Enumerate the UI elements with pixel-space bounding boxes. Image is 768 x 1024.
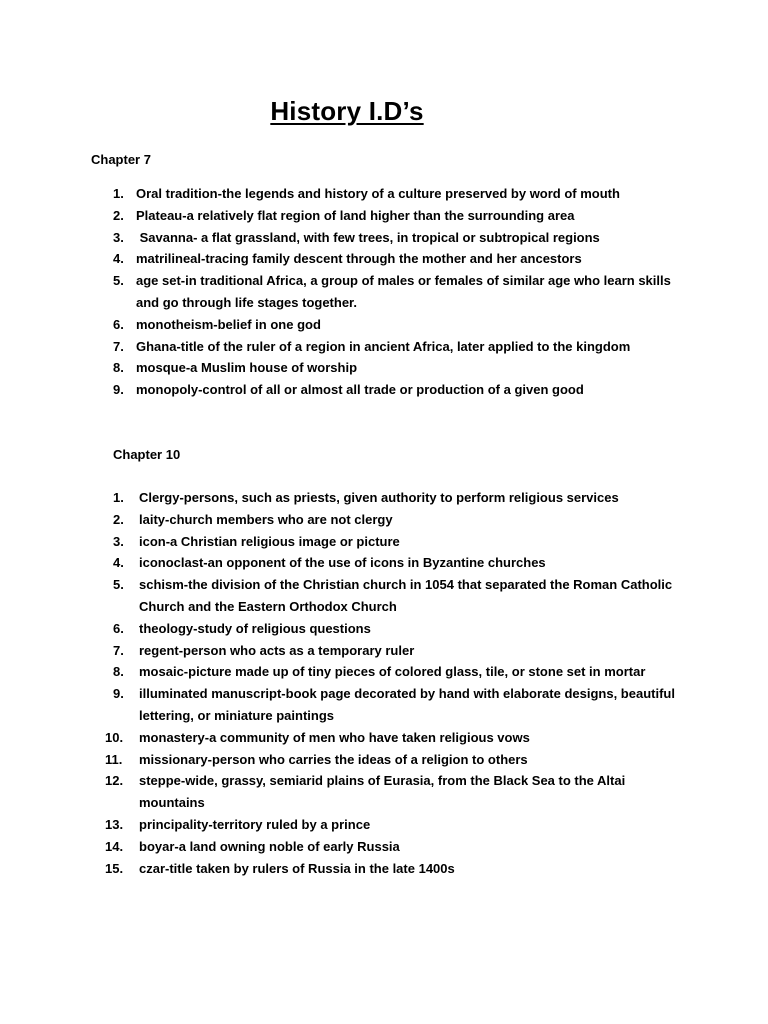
list-item <box>105 749 683 771</box>
item-text: steppe-wide, grassy, semiarid plains of Eurasia, from the Black Sea to the Altai mountains <box>139 773 626 811</box>
item-number: 7. <box>113 338 124 354</box>
item-text: Clergy-persons, such as priests, given authority to perform religious services <box>139 490 619 505</box>
item-number: 5. <box>113 577 124 593</box>
item-number: 4. <box>113 251 124 267</box>
list-item <box>113 531 683 553</box>
item-number: 7. <box>113 642 124 658</box>
item-text: matrilineal-tracing family descent through the mother and her ancestors <box>136 251 582 267</box>
item-text: monopoly-control of all or almost all trade or production of a given good <box>136 382 584 398</box>
item-number: 8. <box>113 360 124 376</box>
item-text: age set-in traditional Africa, a group of males or females of similar age who learn skills and go through life stages together. <box>136 273 671 310</box>
item-number: 5. <box>113 273 124 289</box>
list-item <box>113 357 683 379</box>
item-text: icon-a Christian religious image or picture <box>139 533 400 549</box>
item-number: 15. <box>105 860 124 876</box>
item-text: principality-territory ruled by a prince <box>139 816 371 832</box>
item-text: monastery-a community of men who have taken religious vows <box>139 729 530 745</box>
item-number: 8. <box>113 664 124 680</box>
list-item <box>113 248 683 270</box>
item-text: iconoclast-an opponent of the use of icons in Byzantine churches <box>139 555 546 571</box>
list-item <box>105 727 683 749</box>
page-title: History I.D’s <box>270 96 424 126</box>
item-text: theology-study of religious questions <box>139 620 371 636</box>
list-item <box>105 858 683 880</box>
item-text: schism-the division of the Christian church in 1054 that separated the Roman Catholic Church and the Eastern Orthodox Church <box>139 577 673 614</box>
chapter-7-heading: Chapter 7 <box>91 152 151 167</box>
list-item <box>113 683 683 727</box>
list-item <box>113 379 683 401</box>
list-item <box>113 487 683 509</box>
list-item <box>105 770 683 814</box>
list-item <box>113 314 683 336</box>
item-number: 12. <box>105 773 124 789</box>
item-number: 6. <box>113 620 124 636</box>
list-item <box>113 618 683 640</box>
item-text: boyar-a land owning noble of early Russia <box>139 838 400 854</box>
list-item <box>105 814 683 836</box>
item-text: czar-title taken by rulers of Russia in the late 1400s <box>139 860 455 876</box>
item-text: Savanna- a flat grassland, with few trees, in tropical or subtropical regions <box>136 229 600 245</box>
item-text: mosaic-picture made up of tiny pieces of colored glass, tile, or stone set in mortar <box>139 664 646 680</box>
item-number: 9. <box>113 382 124 398</box>
item-text: regent-person who acts as a temporary ruler <box>139 642 415 658</box>
chapter-7-list <box>113 183 683 401</box>
item-number: 1. <box>113 490 124 505</box>
item-text: missionary-person who carries the ideas of a religion to others <box>139 751 528 767</box>
chapter-10-heading: Chapter 10 <box>113 447 181 462</box>
item-text: mosque-a Muslim house of worship <box>136 360 358 376</box>
list-item <box>113 552 683 574</box>
list-item <box>113 574 683 618</box>
item-number: 6. <box>113 316 124 332</box>
item-number: 9. <box>113 686 124 702</box>
list-item <box>105 836 683 858</box>
item-number: 3. <box>113 533 124 549</box>
item-number: 4. <box>113 555 124 571</box>
item-text: monotheism-belief in one god <box>136 316 321 332</box>
item-text: illuminated manuscript-book page decorated by hand with elaborate designs, beautiful lettering, or miniature paintings <box>139 686 675 723</box>
item-number: 2. <box>113 207 124 223</box>
list-item <box>113 661 683 683</box>
list-item <box>113 270 683 314</box>
list-item <box>113 205 683 227</box>
item-number: 13. <box>105 816 124 832</box>
item-number: 10. <box>105 729 124 745</box>
item-number: 2. <box>113 511 124 527</box>
item-number: 11. <box>105 751 123 767</box>
chapter-10-list <box>105 487 683 879</box>
list-item <box>113 336 683 358</box>
list-item <box>113 183 683 205</box>
list-item <box>113 640 683 662</box>
item-text: Oral tradition-the legends and history of a culture preserved by word of mouth <box>136 186 620 201</box>
list-item <box>113 227 683 249</box>
item-number: 3. <box>113 229 124 245</box>
item-text: Ghana-title of the ruler of a region in ancient Africa, later applied to the kingdom <box>136 338 631 354</box>
item-text: Plateau-a relatively flat region of land higher than the surrounding area <box>136 207 575 223</box>
item-number: 14. <box>105 838 124 854</box>
item-text: laity-church members who are not clergy <box>139 511 393 527</box>
list-item <box>113 509 683 531</box>
item-number: 1. <box>113 186 124 201</box>
